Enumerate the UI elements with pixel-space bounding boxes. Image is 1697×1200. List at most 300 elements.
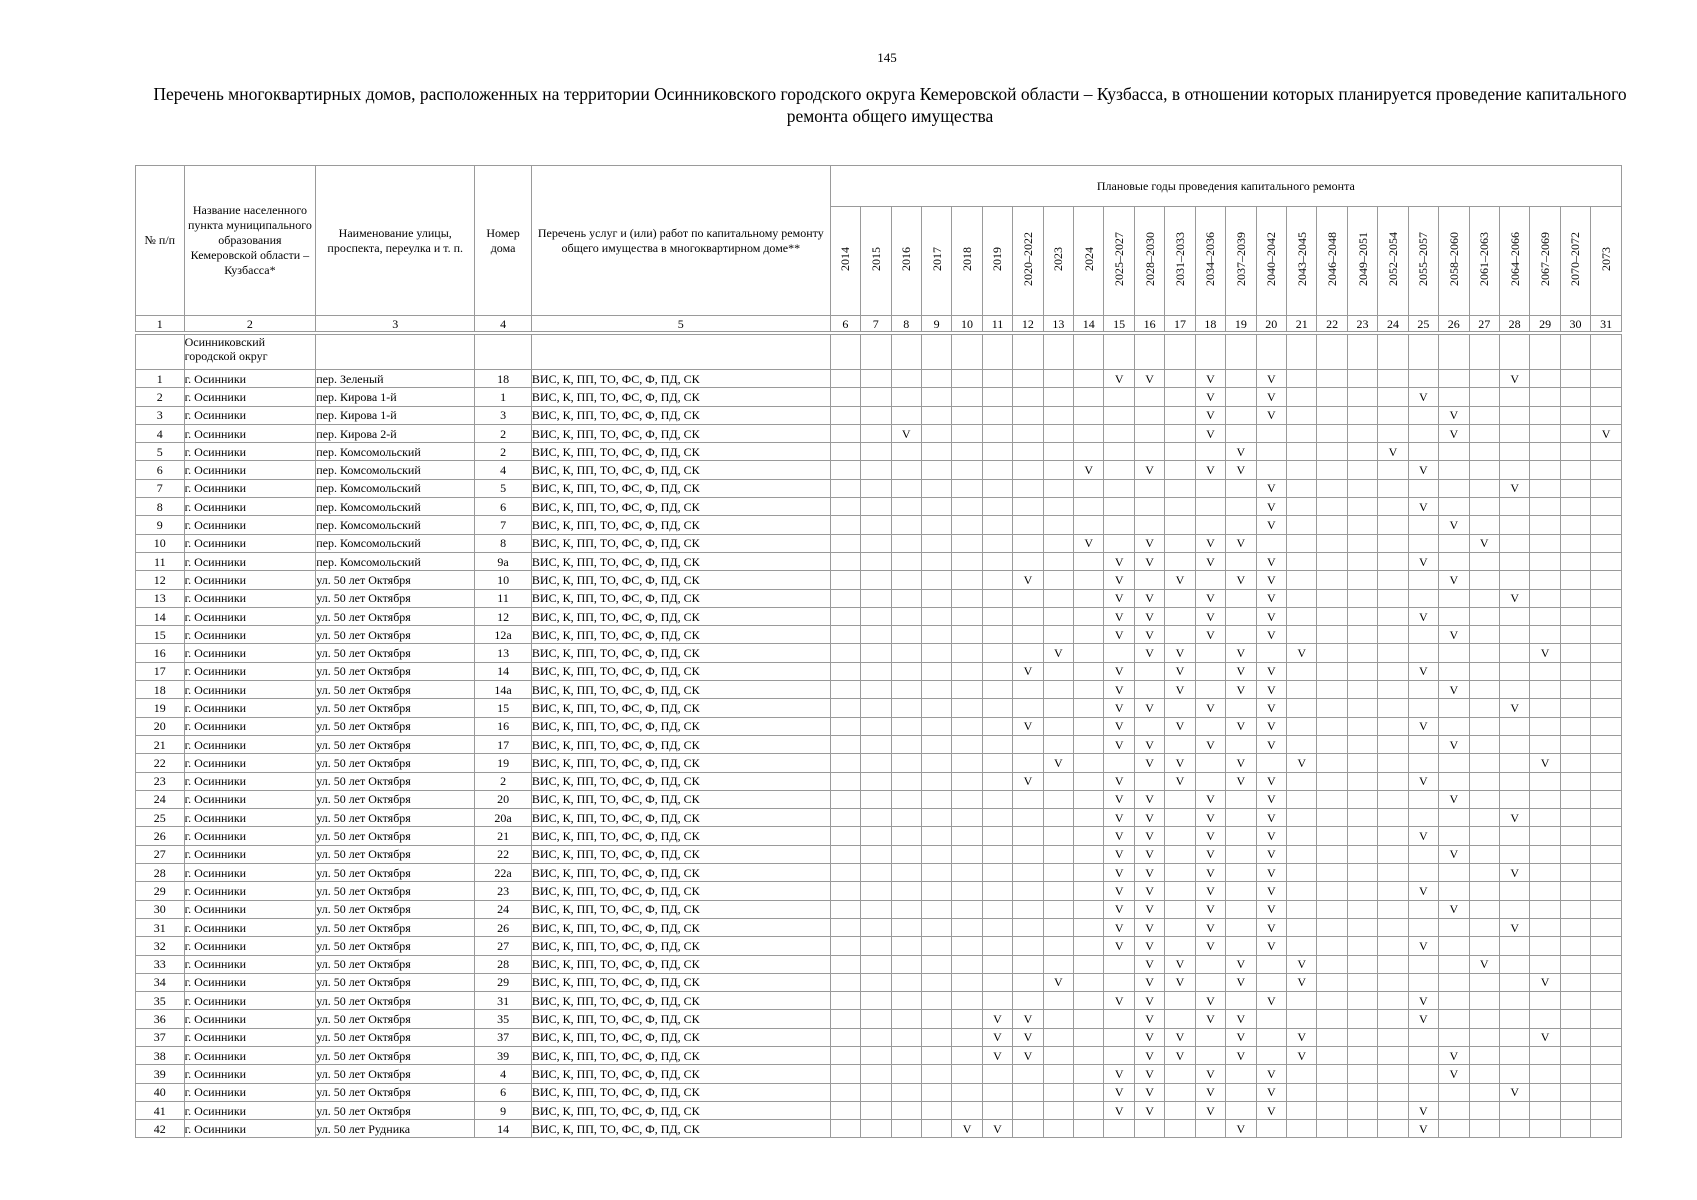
- year-mark-cell: [1530, 900, 1560, 918]
- row-number: 22: [136, 754, 185, 772]
- works-cell: ВИС, К, ПП, ТО, ФС, Ф, ПД, СК: [531, 370, 830, 388]
- group-empty-cell: [1074, 335, 1104, 370]
- year-mark-cell: [1408, 424, 1438, 442]
- table-row: [136, 992, 1622, 1010]
- year-mark-cell: [1530, 1120, 1560, 1138]
- year-mark-cell: V: [1256, 717, 1286, 735]
- year-mark-cell: [1378, 1120, 1408, 1138]
- year-mark-cell: V: [1499, 589, 1529, 607]
- year-mark-cell: V: [1195, 882, 1225, 900]
- table-row: [136, 1120, 1622, 1138]
- year-mark-cell: [1530, 589, 1560, 607]
- year-mark-cell: [891, 809, 921, 827]
- year-mark-cell: [891, 735, 921, 753]
- year-mark-cell: [1104, 388, 1134, 406]
- year-mark-cell: [1499, 571, 1529, 589]
- year-header: [1408, 207, 1438, 316]
- year-mark-cell: V: [1408, 772, 1438, 790]
- row-number: 36: [136, 1010, 185, 1028]
- year-header: [1165, 207, 1195, 316]
- locality-cell: г. Осинники: [184, 772, 316, 790]
- year-mark-cell: V: [1104, 699, 1134, 717]
- year-mark-cell: [1134, 388, 1164, 406]
- year-mark-cell: [830, 937, 860, 955]
- year-mark-cell: [982, 937, 1012, 955]
- year-mark-cell: [1286, 864, 1316, 882]
- year-mark-cell: [1560, 918, 1590, 936]
- year-mark-cell: V: [1134, 1028, 1164, 1046]
- year-mark-cell: V: [1134, 626, 1164, 644]
- table-row: [136, 1083, 1622, 1101]
- header-num: № п/п: [136, 166, 185, 316]
- year-mark-cell: [1286, 809, 1316, 827]
- column-number: 3: [316, 316, 475, 332]
- year-mark-cell: [1226, 388, 1256, 406]
- year-mark-cell: [1165, 992, 1195, 1010]
- year-mark-cell: [830, 571, 860, 589]
- row-number: 28: [136, 864, 185, 882]
- year-mark-cell: [1591, 662, 1622, 680]
- year-mark-cell: V: [1104, 735, 1134, 753]
- year-mark-cell: [1317, 443, 1347, 461]
- year-mark-cell: [1378, 992, 1408, 1010]
- year-mark-cell: [1074, 662, 1104, 680]
- year-mark-cell: [1408, 516, 1438, 534]
- year-mark-cell: [1165, 424, 1195, 442]
- year-mark-cell: V: [1013, 662, 1043, 680]
- group-empty-cell: [1195, 335, 1225, 370]
- year-mark-cell: [1439, 918, 1469, 936]
- year-label: 2023: [1051, 247, 1066, 271]
- year-mark-cell: [1408, 370, 1438, 388]
- column-number: 28: [1499, 316, 1529, 332]
- year-mark-cell: [1013, 1120, 1043, 1138]
- year-mark-cell: [891, 845, 921, 863]
- year-mark-cell: [1591, 882, 1622, 900]
- year-mark-cell: V: [1104, 918, 1134, 936]
- year-mark-cell: [830, 1010, 860, 1028]
- year-mark-cell: [1591, 699, 1622, 717]
- year-mark-cell: V: [1134, 845, 1164, 863]
- year-mark-cell: V: [1256, 571, 1286, 589]
- year-mark-cell: [1256, 1010, 1286, 1028]
- year-mark-cell: [861, 900, 891, 918]
- year-mark-cell: [1013, 406, 1043, 424]
- locality-cell: г. Осинники: [184, 388, 316, 406]
- year-mark-cell: [952, 973, 982, 991]
- year-mark-cell: [1378, 498, 1408, 516]
- year-mark-cell: [1347, 1046, 1377, 1064]
- works-cell: ВИС, К, ПП, ТО, ФС, Ф, ПД, СК: [531, 882, 830, 900]
- year-mark-cell: [861, 424, 891, 442]
- year-mark-cell: [1165, 406, 1195, 424]
- locality-cell: г. Осинники: [184, 809, 316, 827]
- year-mark-cell: [921, 992, 951, 1010]
- group-empty-cell: [1560, 335, 1590, 370]
- year-mark-cell: [1317, 992, 1347, 1010]
- year-mark-cell: [1499, 717, 1529, 735]
- year-mark-cell: V: [1134, 589, 1164, 607]
- year-mark-cell: V: [1134, 937, 1164, 955]
- year-mark-cell: [1317, 406, 1347, 424]
- year-mark-cell: V: [1104, 790, 1134, 808]
- group-empty-cell: [1286, 335, 1316, 370]
- year-mark-cell: [982, 552, 1012, 570]
- year-mark-cell: [1165, 443, 1195, 461]
- year-header: [1195, 207, 1225, 316]
- year-mark-cell: [1165, 900, 1195, 918]
- year-mark-cell: [1439, 370, 1469, 388]
- year-mark-cell: V: [1499, 809, 1529, 827]
- year-mark-cell: [1317, 388, 1347, 406]
- house-number-cell: 23: [475, 882, 532, 900]
- year-mark-cell: [1347, 827, 1377, 845]
- street-cell: ул. 50 лет Октября: [316, 992, 475, 1010]
- year-label: 2070–2072: [1568, 232, 1583, 286]
- group-empty-cell: [1469, 335, 1499, 370]
- year-mark-cell: [982, 992, 1012, 1010]
- table-row: [136, 498, 1622, 516]
- year-mark-cell: [921, 498, 951, 516]
- row-number: 42: [136, 1120, 185, 1138]
- year-mark-cell: [1317, 937, 1347, 955]
- year-mark-cell: [1530, 827, 1560, 845]
- street-cell: пер. Комсомольский: [316, 443, 475, 461]
- year-mark-cell: [1499, 1065, 1529, 1083]
- year-mark-cell: [861, 1046, 891, 1064]
- year-mark-cell: [1469, 681, 1499, 699]
- year-mark-cell: V: [1408, 717, 1438, 735]
- year-mark-cell: [952, 955, 982, 973]
- year-mark-cell: [1013, 973, 1043, 991]
- year-mark-cell: V: [1408, 498, 1438, 516]
- works-cell: ВИС, К, ПП, ТО, ФС, Ф, ПД, СК: [531, 699, 830, 717]
- year-mark-cell: [830, 1083, 860, 1101]
- year-mark-cell: V: [1165, 681, 1195, 699]
- year-mark-cell: [1591, 443, 1622, 461]
- year-mark-cell: [830, 644, 860, 662]
- year-mark-cell: [952, 845, 982, 863]
- year-mark-cell: [1013, 955, 1043, 973]
- year-mark-cell: [1286, 626, 1316, 644]
- street-cell: ул. 50 лет Октября: [316, 1010, 475, 1028]
- year-mark-cell: [1013, 992, 1043, 1010]
- year-mark-cell: [1591, 370, 1622, 388]
- table-row: [136, 809, 1622, 827]
- year-mark-cell: V: [1195, 827, 1225, 845]
- works-cell: ВИС, К, ПП, ТО, ФС, Ф, ПД, СК: [531, 516, 830, 534]
- year-mark-cell: [982, 882, 1012, 900]
- year-mark-cell: V: [1195, 461, 1225, 479]
- year-header: [1134, 207, 1164, 316]
- year-mark-cell: [1560, 662, 1590, 680]
- year-mark-cell: V: [1469, 955, 1499, 973]
- year-mark-cell: V: [1439, 406, 1469, 424]
- year-mark-cell: [1043, 1120, 1073, 1138]
- works-cell: ВИС, К, ПП, ТО, ФС, Ф, ПД, СК: [531, 498, 830, 516]
- year-mark-cell: [1378, 626, 1408, 644]
- year-mark-cell: V: [1134, 1065, 1164, 1083]
- year-header: [1347, 207, 1377, 316]
- year-mark-cell: [1317, 644, 1347, 662]
- year-mark-cell: [1104, 1120, 1134, 1138]
- year-mark-cell: V: [1074, 461, 1104, 479]
- year-mark-cell: [1165, 370, 1195, 388]
- year-mark-cell: [952, 882, 982, 900]
- street-cell: пер. Кирова 1-й: [316, 406, 475, 424]
- year-mark-cell: [1134, 662, 1164, 680]
- row-number: 20: [136, 717, 185, 735]
- year-mark-cell: [1104, 461, 1134, 479]
- table-row: [136, 424, 1622, 442]
- street-cell: ул. 50 лет Октября: [316, 809, 475, 827]
- year-label: 2024: [1081, 247, 1096, 271]
- year-mark-cell: [1286, 1083, 1316, 1101]
- year-mark-cell: [1195, 973, 1225, 991]
- works-cell: ВИС, К, ПП, ТО, ФС, Ф, ПД, СК: [531, 626, 830, 644]
- group-empty-cell: [136, 335, 185, 370]
- year-mark-cell: [861, 681, 891, 699]
- year-mark-cell: [1469, 937, 1499, 955]
- row-number: 5: [136, 443, 185, 461]
- column-number: 23: [1347, 316, 1377, 332]
- year-mark-cell: [1469, 699, 1499, 717]
- year-mark-cell: V: [1408, 388, 1438, 406]
- year-mark-cell: V: [1134, 955, 1164, 973]
- year-mark-cell: [1043, 370, 1073, 388]
- year-mark-cell: V: [1165, 754, 1195, 772]
- year-mark-cell: [1560, 370, 1590, 388]
- works-cell: ВИС, К, ПП, ТО, ФС, Ф, ПД, СК: [531, 662, 830, 680]
- year-mark-cell: [1104, 516, 1134, 534]
- year-mark-cell: [1378, 406, 1408, 424]
- street-cell: ул. 50 лет Октября: [316, 772, 475, 790]
- year-mark-cell: [1560, 607, 1590, 625]
- row-number: 1: [136, 370, 185, 388]
- year-mark-cell: [1286, 1010, 1316, 1028]
- year-mark-cell: [1560, 589, 1590, 607]
- year-mark-cell: [1256, 1028, 1286, 1046]
- group-empty-cell: [1591, 335, 1622, 370]
- locality-cell: г. Осинники: [184, 1010, 316, 1028]
- year-header: [1439, 207, 1469, 316]
- year-mark-cell: [1530, 626, 1560, 644]
- year-mark-cell: [1591, 571, 1622, 589]
- year-mark-cell: [1560, 754, 1590, 772]
- year-mark-cell: [1043, 571, 1073, 589]
- year-label: 2067–2069: [1538, 232, 1553, 286]
- year-mark-cell: [861, 534, 891, 552]
- year-mark-cell: [1439, 1028, 1469, 1046]
- year-mark-cell: [861, 1010, 891, 1028]
- year-mark-cell: [1347, 717, 1377, 735]
- year-mark-cell: V: [1195, 552, 1225, 570]
- year-mark-cell: [1469, 552, 1499, 570]
- street-cell: ул. 50 лет Октября: [316, 845, 475, 863]
- year-mark-cell: [1378, 772, 1408, 790]
- year-mark-cell: [1469, 790, 1499, 808]
- year-mark-cell: [1317, 552, 1347, 570]
- house-number-cell: 8: [475, 534, 532, 552]
- locality-cell: г. Осинники: [184, 790, 316, 808]
- year-mark-cell: V: [1530, 973, 1560, 991]
- year-mark-cell: [1439, 937, 1469, 955]
- year-mark-cell: V: [1043, 644, 1073, 662]
- year-mark-cell: [1165, 845, 1195, 863]
- year-mark-cell: [1226, 370, 1256, 388]
- year-mark-cell: [1286, 406, 1316, 424]
- works-cell: ВИС, К, ПП, ТО, ФС, Ф, ПД, СК: [531, 1028, 830, 1046]
- year-mark-cell: [1560, 1083, 1590, 1101]
- locality-cell: г. Осинники: [184, 681, 316, 699]
- year-mark-cell: [1378, 681, 1408, 699]
- year-mark-cell: [1499, 498, 1529, 516]
- column-number: 24: [1378, 316, 1408, 332]
- year-mark-cell: [1074, 516, 1104, 534]
- year-mark-cell: [1469, 443, 1499, 461]
- year-label: 2028–2030: [1142, 232, 1157, 286]
- year-mark-cell: [1013, 1101, 1043, 1119]
- year-mark-cell: [1195, 644, 1225, 662]
- year-mark-cell: [1104, 754, 1134, 772]
- year-mark-cell: [1134, 1120, 1164, 1138]
- year-mark-cell: [921, 918, 951, 936]
- year-mark-cell: V: [1439, 845, 1469, 863]
- year-mark-cell: [1256, 534, 1286, 552]
- year-mark-cell: [1408, 845, 1438, 863]
- year-mark-cell: [1013, 1083, 1043, 1101]
- year-mark-cell: [1013, 681, 1043, 699]
- street-cell: ул. 50 лет Октября: [316, 900, 475, 918]
- year-mark-cell: [1013, 498, 1043, 516]
- repair-schedule-table: [135, 165, 1622, 1138]
- table-row: [136, 827, 1622, 845]
- row-number: 26: [136, 827, 185, 845]
- group-empty-cell: [1439, 335, 1469, 370]
- year-mark-cell: [1226, 918, 1256, 936]
- year-mark-cell: [1408, 1028, 1438, 1046]
- locality-cell: г. Осинники: [184, 992, 316, 1010]
- year-mark-cell: [952, 406, 982, 424]
- year-mark-cell: V: [1195, 406, 1225, 424]
- year-mark-cell: [1347, 681, 1377, 699]
- year-mark-cell: [891, 1083, 921, 1101]
- works-cell: ВИС, К, ПП, ТО, ФС, Ф, ПД, СК: [531, 479, 830, 497]
- year-mark-cell: [830, 388, 860, 406]
- house-number-cell: 4: [475, 461, 532, 479]
- year-mark-cell: [1195, 681, 1225, 699]
- year-mark-cell: [1256, 644, 1286, 662]
- year-mark-cell: [1134, 717, 1164, 735]
- year-mark-cell: [952, 772, 982, 790]
- year-mark-cell: [952, 644, 982, 662]
- year-mark-cell: [861, 754, 891, 772]
- year-mark-cell: [1226, 735, 1256, 753]
- year-mark-cell: V: [1499, 699, 1529, 717]
- year-mark-cell: V: [1256, 992, 1286, 1010]
- year-mark-cell: [1469, 1120, 1499, 1138]
- row-number: 3: [136, 406, 185, 424]
- year-mark-cell: [1499, 772, 1529, 790]
- year-mark-cell: [1286, 827, 1316, 845]
- year-mark-cell: [891, 516, 921, 534]
- year-mark-cell: V: [1134, 992, 1164, 1010]
- year-mark-cell: V: [1165, 717, 1195, 735]
- year-mark-cell: [1286, 388, 1316, 406]
- row-number: 30: [136, 900, 185, 918]
- year-mark-cell: [1347, 882, 1377, 900]
- year-label: 2040–2042: [1264, 232, 1279, 286]
- year-mark-cell: [1134, 424, 1164, 442]
- year-mark-cell: [921, 864, 951, 882]
- table-row: [136, 955, 1622, 973]
- year-mark-cell: [1074, 900, 1104, 918]
- year-mark-cell: [1347, 1065, 1377, 1083]
- year-mark-cell: V: [1226, 443, 1256, 461]
- year-mark-cell: [830, 626, 860, 644]
- year-mark-cell: [1286, 1120, 1316, 1138]
- year-mark-cell: [952, 1065, 982, 1083]
- year-mark-cell: V: [1226, 644, 1256, 662]
- year-mark-cell: [1074, 735, 1104, 753]
- year-mark-cell: [952, 498, 982, 516]
- year-mark-cell: [1408, 406, 1438, 424]
- row-number: 27: [136, 845, 185, 863]
- year-mark-cell: [1469, 662, 1499, 680]
- year-mark-cell: [861, 644, 891, 662]
- row-number: 6: [136, 461, 185, 479]
- year-mark-cell: [891, 461, 921, 479]
- year-mark-cell: [1347, 534, 1377, 552]
- year-mark-cell: [1530, 790, 1560, 808]
- year-mark-cell: V: [1134, 644, 1164, 662]
- year-mark-cell: [1378, 479, 1408, 497]
- year-mark-cell: [891, 918, 921, 936]
- year-mark-cell: [1013, 370, 1043, 388]
- year-mark-cell: [1530, 424, 1560, 442]
- year-mark-cell: V: [1104, 1065, 1134, 1083]
- year-mark-cell: [1560, 681, 1590, 699]
- year-mark-cell: [1499, 754, 1529, 772]
- year-label: 2014: [838, 247, 853, 271]
- year-mark-cell: V: [1226, 1010, 1256, 1028]
- year-mark-cell: [1013, 900, 1043, 918]
- house-number-cell: 19: [475, 754, 532, 772]
- year-mark-cell: [921, 681, 951, 699]
- year-mark-cell: [1439, 461, 1469, 479]
- year-mark-cell: [952, 937, 982, 955]
- year-label: 2020–2022: [1020, 232, 1035, 286]
- year-mark-cell: [861, 1083, 891, 1101]
- row-number: 24: [136, 790, 185, 808]
- year-mark-cell: [1408, 864, 1438, 882]
- year-mark-cell: [952, 516, 982, 534]
- year-mark-cell: [1591, 644, 1622, 662]
- year-mark-cell: V: [1439, 1046, 1469, 1064]
- year-mark-cell: [921, 644, 951, 662]
- year-mark-cell: [1530, 498, 1560, 516]
- year-mark-cell: [861, 552, 891, 570]
- row-number: 13: [136, 589, 185, 607]
- year-mark-cell: [1317, 498, 1347, 516]
- year-mark-cell: [1256, 1046, 1286, 1064]
- year-mark-cell: V: [1104, 1083, 1134, 1101]
- year-mark-cell: [891, 900, 921, 918]
- year-mark-cell: [1469, 370, 1499, 388]
- year-mark-cell: [1256, 955, 1286, 973]
- year-mark-cell: [1104, 644, 1134, 662]
- year-mark-cell: [861, 937, 891, 955]
